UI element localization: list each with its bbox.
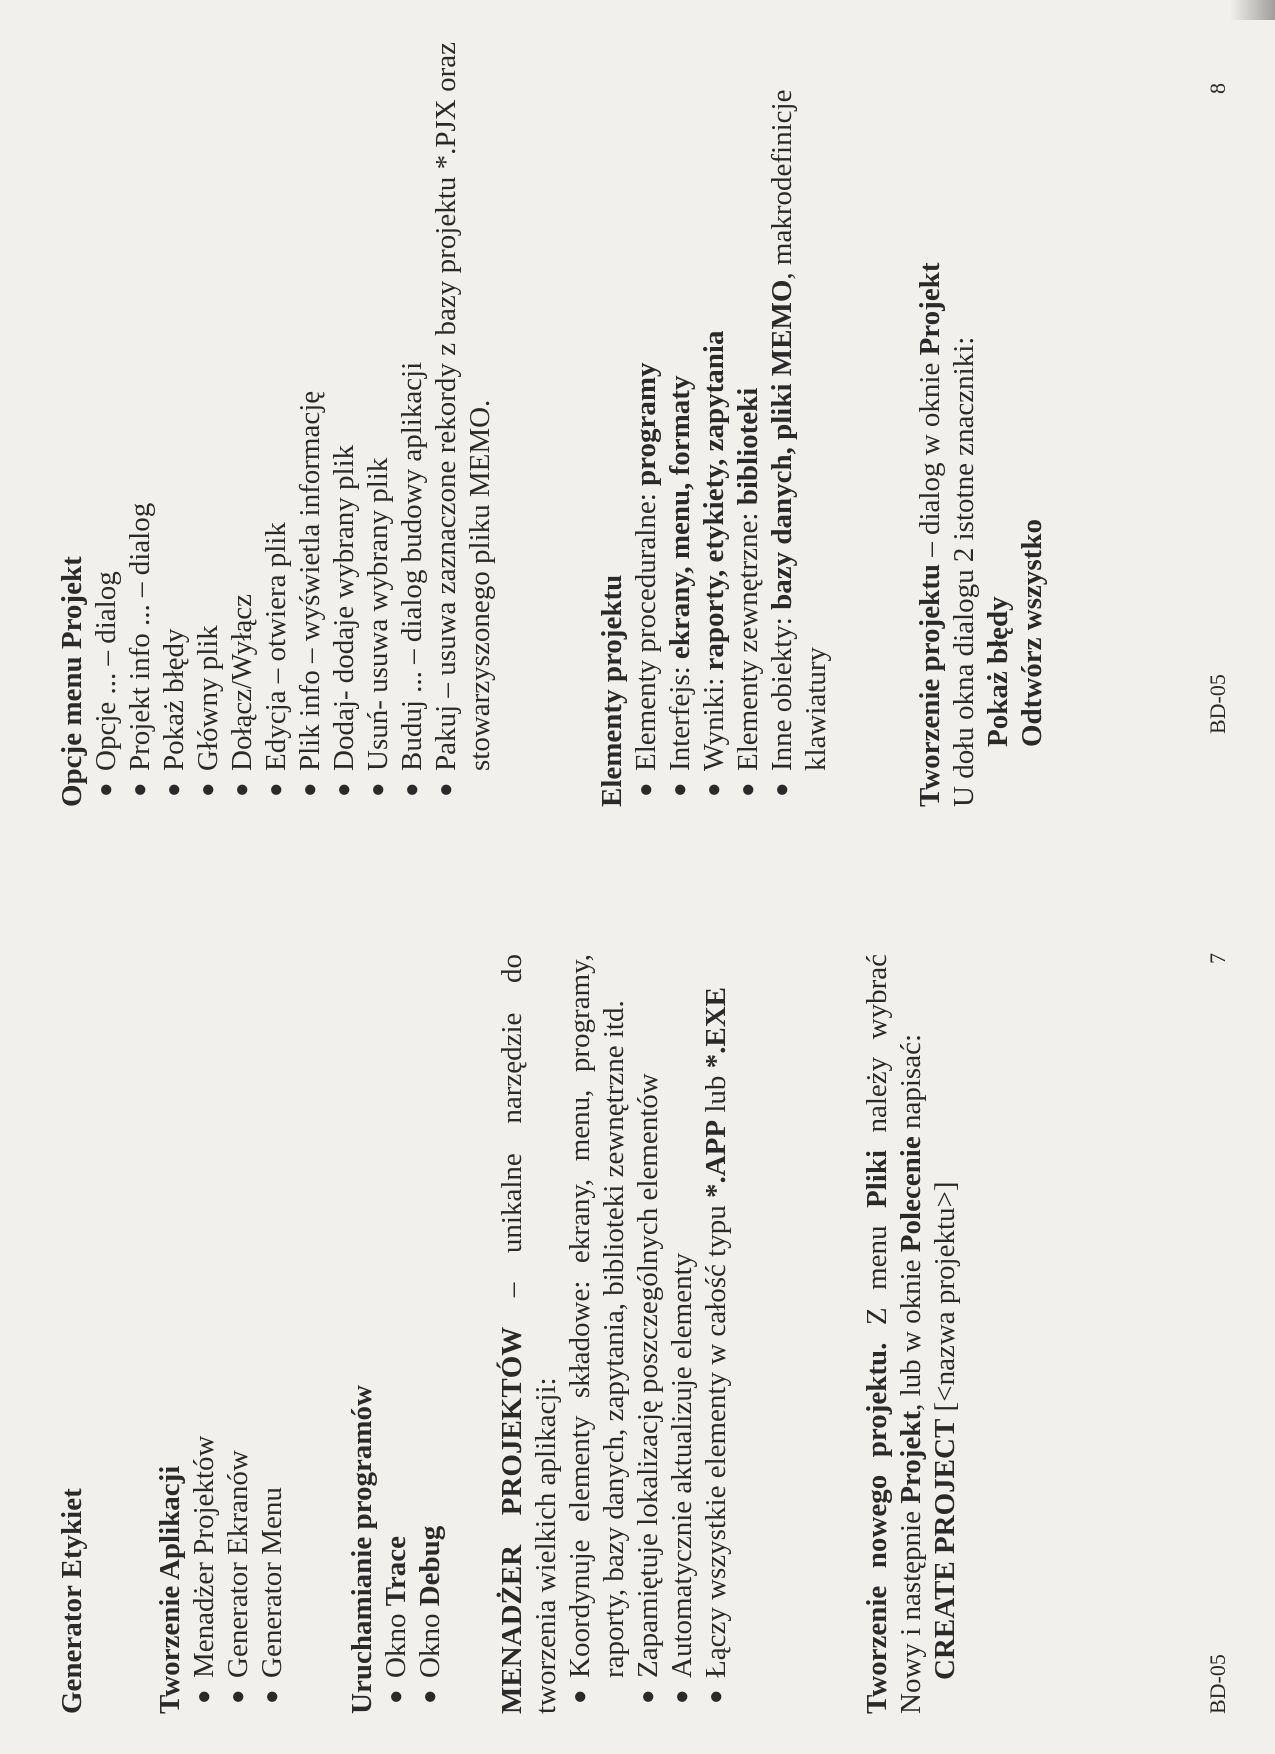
bullet-icon: ●: [735, 782, 761, 797]
list-item: ● Generator Ekranów: [222, 1450, 254, 1704]
bullet-list: [379, 954, 447, 1714]
bullet-list: [187, 954, 289, 1714]
list-item: ● Koordynuje elementy składowe: ekrany, menu, programy, raporty, bazy danych, zapytania, biblioteki zewnętrzne itd.: [564, 954, 630, 1704]
tworzenie-aplikacji-section: [153, 954, 289, 1714]
list-item: ● Usuń- usuwa wybrany plik: [362, 457, 394, 797]
list-item: ● Dodaj- dodaje wybrany plik: [328, 444, 360, 797]
generator-etykiet-section: [55, 954, 89, 1714]
list-item: ● Automatycznie aktualizuje elementy: [666, 1252, 698, 1704]
section-heading: Elementy projektu: [596, 574, 628, 807]
footer-code: BD-05: [1205, 1654, 1230, 1714]
list-item: ● Interfejs: ekrany, menu, formaty: [664, 375, 696, 797]
list-item: ● Projekt info ... – dialog: [124, 502, 156, 797]
list-item: ● Okno Trace: [380, 1535, 412, 1704]
bullet-icon: ●: [701, 782, 727, 797]
bullet-icon: ●: [229, 782, 255, 797]
list-item: ● Zapamiętuje lokalizację poszczególnych elementów: [632, 1073, 664, 1704]
nowy-projekt-section: [860, 954, 962, 1714]
footer-code: BD-05: [1205, 674, 1230, 734]
list-item: ● Opcje ... – dialog: [90, 571, 122, 797]
bullet-icon: ●: [703, 1689, 729, 1704]
bullet-icon: ●: [383, 1689, 409, 1704]
section-heading: Uruchamianie programów: [346, 1385, 378, 1714]
list-item: ● Elementy proceduralne: programy: [630, 362, 662, 797]
list-item: ● Okno Debug: [414, 1525, 446, 1704]
paragraph: Tworzenie nowego projektu. Z menu Pliki należy wybrać Nowy i następnie Projekt, lub w oknie Polecenie napisać:: [861, 954, 927, 1714]
menadzer-section: [495, 954, 733, 1714]
list-item: ● Łączy wszystkie elementy w całość typu *.APP lub *.EXE: [700, 986, 732, 1704]
list-item: ● Wyniki: raporty, etykiety, zapytania: [698, 330, 730, 797]
bullet-icon: ●: [567, 1689, 593, 1704]
page-number: 7: [1205, 953, 1230, 964]
section-heading: Tworzenie Aplikacji: [154, 1465, 186, 1714]
bullet-icon: ●: [259, 1689, 285, 1704]
bullet-icon: ●: [225, 1689, 251, 1704]
list-item: ● Edycja – otwiera plik: [260, 522, 292, 797]
section-heading: Generator Etykiet: [56, 1488, 88, 1714]
section-heading: Opcje menu Projekt: [56, 556, 88, 807]
bullet-icon: ●: [399, 782, 425, 797]
list-item: ● Menadżer Projektów: [188, 1435, 220, 1704]
marker-item: Pokaż błędy: [982, 596, 1014, 747]
list-item: ● Inne obiekty: bazy danych, pliki MEMO, makrodefinicje klawiatury: [766, 89, 832, 797]
bullet-list: [89, 42, 497, 807]
opcje-section: [55, 42, 497, 807]
command-line: CREATE PROJECT [<nazwa projektu>]: [929, 1181, 961, 1680]
tworzenie-projektu-section: [913, 42, 1049, 807]
list-item: ● Plik info – wyświetla informację: [294, 390, 326, 797]
list-item: ● Dołącz/Wyłącz: [226, 594, 258, 797]
list-item: ● Elementy zewnętrzne: biblioteki: [732, 387, 764, 797]
list-item: ● Główny plik: [192, 625, 224, 797]
bullet-list: [563, 954, 733, 1714]
bullet-icon: ●: [667, 782, 693, 797]
bullet-icon: ●: [297, 782, 323, 797]
bullet-icon: ●: [195, 782, 221, 797]
bullet-icon: ●: [161, 782, 187, 797]
bullet-icon: ●: [191, 1689, 217, 1704]
bullet-icon: ●: [365, 782, 391, 797]
paragraph: Tworzenie projektu – dialog w oknie Projekt: [914, 262, 946, 807]
bullet-icon: ●: [433, 782, 459, 797]
bullet-icon: ●: [635, 1689, 661, 1704]
uruchamianie-section: [345, 954, 447, 1714]
list-item: ● Generator Menu: [256, 1487, 288, 1704]
paragraph: MENADŻER PROJEKTÓW – unikalne narzędzie do tworzenia wielkich aplikacji:: [496, 954, 562, 1714]
bullet-icon: ●: [331, 782, 357, 797]
bullet-icon: ●: [263, 782, 289, 797]
bullet-icon: ●: [93, 782, 119, 797]
paragraph: U dołu okna dialogu 2 istotne znaczniki:: [948, 336, 980, 807]
bullet-icon: ●: [669, 1689, 695, 1704]
bullet-icon: ●: [769, 782, 795, 797]
bullet-list: [629, 42, 833, 807]
bullet-icon: ●: [127, 782, 153, 797]
marker-item: Odtwórz wszystko: [1016, 519, 1048, 747]
list-item: ● Pokaż błędy: [158, 628, 190, 797]
bullet-icon: ●: [633, 782, 659, 797]
page-number: 8: [1205, 83, 1230, 94]
list-item: ● Buduj ... – dialog budowy aplikacji: [396, 361, 428, 797]
elementy-section: [595, 42, 833, 807]
bullet-icon: ●: [417, 1689, 443, 1704]
list-item: ● Pakuj – usuwa zaznaczone rekordy z bazy projektu *.PJX oraz stowarzyszonego pliku MEMO.: [430, 42, 496, 797]
